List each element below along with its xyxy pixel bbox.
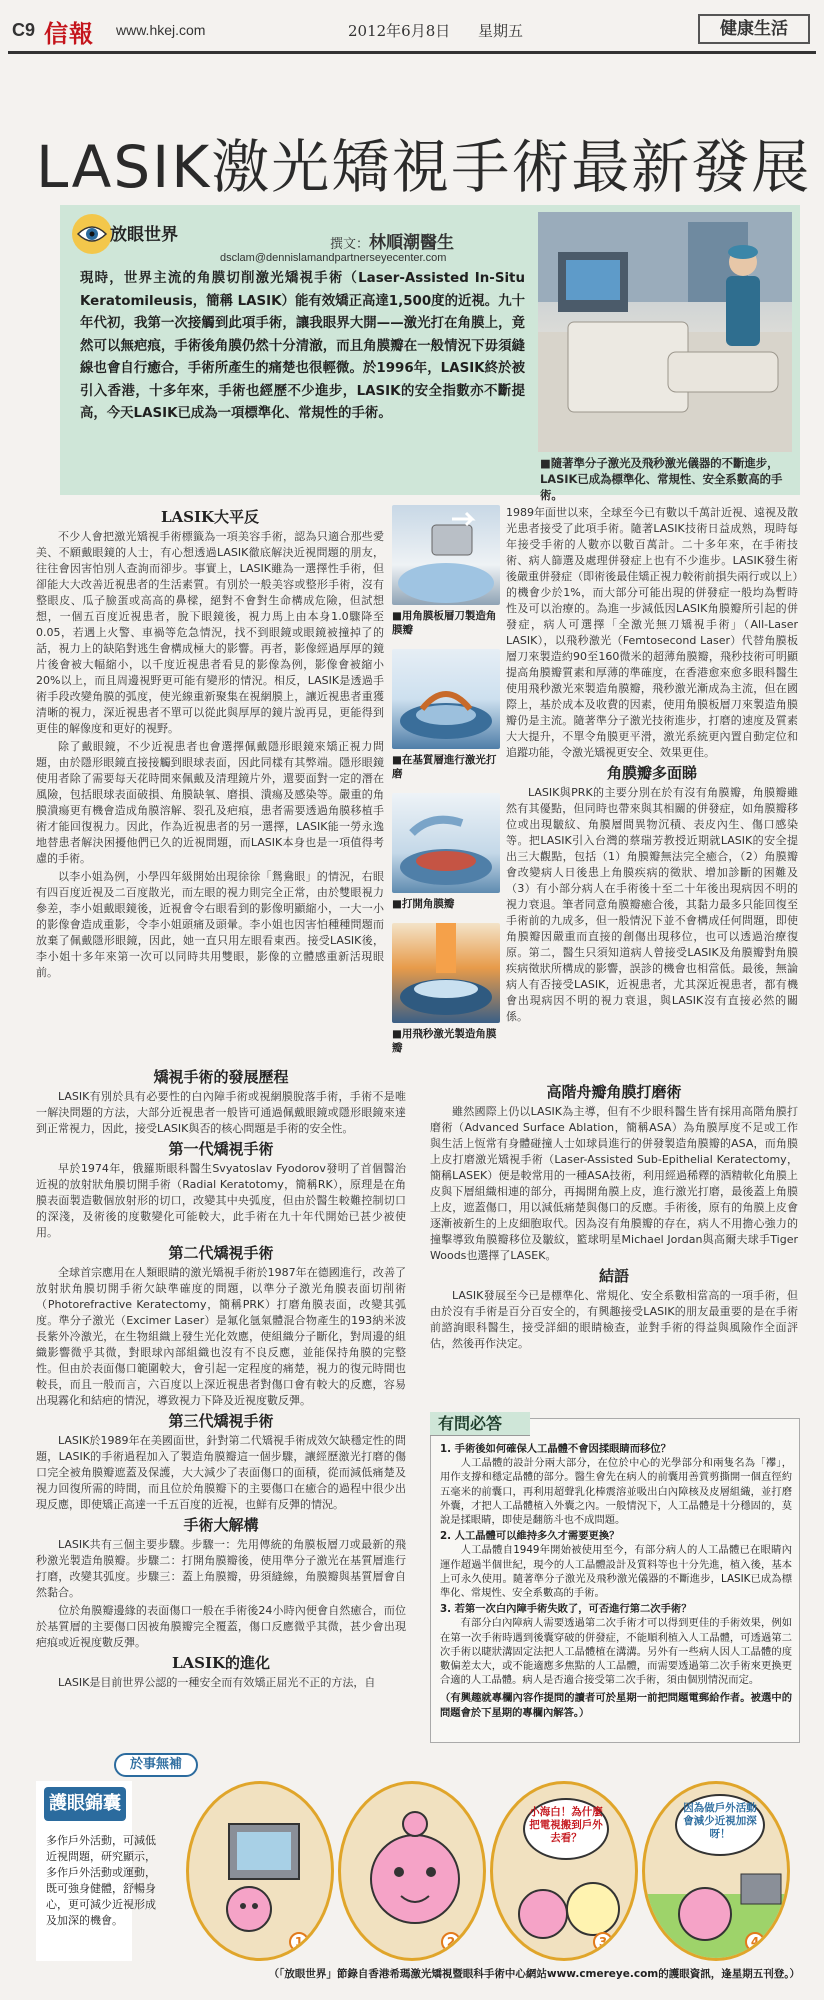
masthead [8,8,816,54]
website-link[interactable]: www.hkej.com [116,22,206,38]
page-number: C9 [12,20,36,40]
paragraph: 雖然國際上仍以LASIK為主導，但有不少眼科醫生皆有採用高階角膜打磨術（Advanced Surface Ablation，簡稱ASA）為角膜厚度不足或工作與生活上恆常有身體碰撞人士如球員進行的併發製造角膜瓣的ASA，而角膜上皮打磨激光矯視手術（Laser-Assisted Sub-Epithelial Keratectomy，簡稱LASEK）便是較常用的一種ASA技術，利用經過稀釋的酒精軟化角膜上皮與下層組織相連的部分，再揭開角膜上皮，進行激光打磨，最後蓋上角膜上皮，遮蓋傷口，用以減低痛楚與傷口的反應。手術後，原有的角膜上皮會逐漸被新生的上皮細胞取代。因為沒有角膜瓣的存在，病人不用擔心強力的撞擊導致角膜瓣移位及皺紋，籃球明星Michael Jordan與高爾夫球手Tiger Woods也選擇了LASEK。 [430,1105,798,1262]
byline-prefix: 撰文： [330,237,370,252]
paragraph: 全球首宗應用在人類眼睛的激光矯視手術於1987年在德國進行，改善了放射狀角膜切開手術欠缺準確度的問題，以準分子激光角膜表面切削術（Photorefractive Keratectomy，簡稱PRK）打磨角膜表面，改變其弧度。準分子激光（Excimer Laser）是氟化氬氣體混合物產生的193納米波長紫外冷激光，在生物組織上發生光化效應，使組織分子斷化，對周邊的組織影響微乎其微，對眼球內部組織也沒有不良反應，並能保持角膜的完整性。但由於表面傷口範圍較大，會引起一定程度的痛楚，視力的復元時間也較長，而且一般而言，六百度以上深近視患者對傷口會有較大的反應，容易出現霧化和結疤的情況，導致視力下降及近視度數反彈。 [36,1266,406,1407]
surgery-photo [538,212,792,452]
femtosecond-laser-icon [392,923,500,1023]
panel-number: 1 [289,1932,309,1952]
qa-question: 3. 若第一次白內障手術失敗了，可否進行第二次手術？ [440,1603,692,1616]
section-heading: 第二代矯視手術 [168,1244,274,1262]
laser-machine-image [538,212,792,452]
figure-caption: ■打開角膜瓣 [392,898,455,910]
section-heading: 手術大解構 [183,1516,259,1534]
qa-question: 2. 人工晶體可以維持多久才需要更換？ [440,1530,620,1543]
section-right-column [506,505,798,1027]
microkeratome-icon [392,505,500,605]
qa-note: （有興趣就專欄內容作提問的讀者可於星期一前把問題電郵給作者。被選中的問題會於下星期的專欄內解答。） [440,1692,792,1719]
figure-microkeratome [392,505,500,605]
comic-panel [490,1781,638,1961]
paragraph: LASIK是目前世界公認的一種安全而有效矯正屈光不正的方法，自 [58,1676,376,1689]
section-lasik-myths [36,505,384,983]
footer-note: （「放眼世界」節錄自香港希瑪激光矯視暨眼科手術中心網站www.cmereye.com的護眼資訊，逢星期五刊登。） [268,1968,800,1980]
paragraph: LASIK與PRK的主要分別在於有沒有角膜瓣，角膜瓣雖然有其優點，但同時也帶來與其相關的併發症，如角膜瓣移位或出現皺紋、角膜層間異物沉積、表皮內生、傷口感染等。把LASIK引入台灣的蔡瑞芳教授近期就LASIK的安全提出三大觀點，包括（1）角膜瓣無法完全癒合，（2）角膜瓣會改變病人日後患上角膜疾病的徵狀、增加診斷的困難及（3）有小部分病人在手術後十至二十年後出現病因不明的視力衰退。筆者同意角膜瓣癒合後，其黏力最多只能回復至手術前的九成多，但一般情況下並不會構成任何問題，即使角膜瓣因嚴重而直接的創傷出現移位，也可以透過治療復原。第二，醫生只須知道病人曾接受LASIK及角膜瓣對角膜疾病徵狀所構成的影響，誤診的機會也相當低。最後，無論病人有否接受LASIK，近視患者，尤其深近視患者，都有機會出現病因不明的視力衰退，與LASIK沒有直接必然的關係。 [506,786,798,1023]
figure-caption: ■在基質層進行激光打磨 [392,754,497,780]
paragraph: 以李小姐為例，小學四年級開始出現徐徐「鴛鴦眼」的情況，右眼有四百度近視及二百度散光，而左眼的視力則完全正常，由於雙眼視力參差，李小姐戴眼鏡後，近視會令右眼看到的影像明顯縮小，一大一小的影像會造成重影，令李小姐頭痛及頭暈。李小姐也因害怕種種問題而放棄了佩戴隱形眼鏡，因此，她一直只用左眼看東西。接受LASIK後，李小姐十多年來第一次可以同時共用雙眼，影像的立體感重新活現眼前。 [36,870,384,979]
speech-bubble: 因為做戶外活動會減少近視加深呀！ [675,1794,765,1856]
issue-weekday: 星期五 [478,22,524,40]
intro-paragraph: 現時，世界主流的角膜切削激光矯視手術（Laser-Assisted In-Situ Keratomileusis，簡稱 LASIK）能有效矯正高達1,500度的近視。九十年代初，我第一次接觸到此項手術，讓我眼界大開——激光打在角膜上，竟然可以無疤痕，手術後角膜仍然十分清澈，而且角膜瓣在一般情況下毋須縫線也會自行癒合，手術所產生的痛楚也很輕微。於1996年，LASIK終於被引入香港，十多年來，手術也經歷不少進步，LASIK的安全指數亦不斷提高，今天LASIK已成為一項標準化、常規性的手術。 [80,271,525,421]
tips-title: 護眼錦囊 [44,1787,126,1821]
panel-number: 4 [745,1932,765,1952]
figure-stroma-laser [392,649,500,749]
comic-panel [642,1781,790,1961]
qa-answer: 有部分白內障病人需要透過第二次手術才可以得到更佳的手術效果，例如在第一次手術時遇到後囊穿破的併發症，不能順利植入人工晶體，可透過第二次手術以睫狀溝固定法把人工晶體植在溝溝。另外有一些病人因人工晶體的度數偏差太大，或不能適應多焦點的人工晶體，而需要透過第二次手術來更換更合適的人工晶體。病人是否適合接受第二次手術，須由個別情況而定。 [440,1617,792,1687]
paragraph: 早於1974年，俄羅斯眼科醫生Svyatoslav Fyodorov發明了首個醫治近視的放射狀角膜切開手術（Radial Keratotomy，簡稱RK），原理是在角膜表面製造數個放射形的切口，改變其中央弧度，但由於醫生較難控制切口的深淺，及術後的度數變化可能較大，此手術在九十年代開始已甚少被使用。 [36,1162,406,1239]
section-heading: 角膜瓣多面睇 [606,764,697,782]
section-heading: 矯視手術的發展歷程 [153,1068,289,1086]
paragraph: LASIK有別於具有必要性的白內障手術或視網膜脫落手術，手術不是唯一解決問題的方法，大部分近視患者一般皆可通過佩戴眼鏡或隱形眼鏡來達到正常視力，因此，接受LASIK與否的核心問題是手術的安全性。 [36,1090,406,1135]
paragraph: 除了戴眼鏡，不少近視患者也會選擇佩戴隱形眼鏡來矯正視力問題，由於隱形眼鏡直接接觸到眼球表面，因此同樣有其弊端。隱形眼鏡使用者除了需要每天花時間來佩戴及清理鏡片外，還要面對一定的潛在風險，包括眼球表面破損、角膜缺氧、磨損、潰瘍及感染等。嚴重的角膜潰瘍更有機會造成角膜溶解、裂孔及疤痕，患者需要透過角膜移植手術才能回復視力。因此，作為近視患者的另一選擇，LASIK能一勞永逸地替患者解決困擾他們已久的近視問題，而LASIK本身也是一項值得考慮的手術。 [36,740,384,865]
corneal-flap-icon [392,793,500,893]
byline [330,228,454,253]
section-history [36,1065,406,1693]
character-face-image [341,1784,486,1961]
paragraph: LASIK於1989年在美國面世，針對第二代矯視手術成效欠缺穩定性的問題，LASIK的手術過程加入了製造角膜瓣這一個步驟，讓經歷激光打磨的傷口完全被角膜瓣遮蓋及保護，大大減少了表面傷口的面積，從而減低痛楚及視力回復所需的時間，而且位於角膜瓣下的主要傷口在癒合的過程中很少出現反應，即使矯正高達一千五百度的近視，也鮮有反彈的情況。 [36,1434,406,1511]
figure-open-flap [392,793,500,893]
qa-answer: 人工晶體的設計分兩大部分，在位於中心的光學部分和兩隻名為「襻」，用作支撐和穩定晶體的部分。醫生會先在病人的前囊用善賞剪撕開一個直徑約五毫米的前囊口，再利用超聲乳化棒震溶並吸出白內障核及皮層組織，並打磨外囊，才把人工晶體植入外囊之內。一般情況下，人工晶體是十分穩固的，莫說是揉眼睛，即使是翻筋斗也不成問題。 [440,1457,792,1527]
panel-number: 2 [441,1932,461,1952]
tv-character-image [189,1784,334,1961]
issue-date: 2012年6月8日 [348,22,451,40]
section-heading: LASIK大平反 [160,508,260,526]
comic-tag: 於事無補 [114,1753,198,1777]
paragraph: LASIK發展至今已是標準化、常規化、安全系數相當高的一項手術，但由於沒有手術是百分百安全的，有興趣接受LASIK的朋友最重要的是在手術前諮詢眼科醫生，接受詳細的眼睛檢查，並對手術的得益與風險作全面評估，然後再作決定。 [430,1289,798,1350]
qa-title: 有問必答 [430,1412,530,1436]
section-heading: 高階舟瓣角膜打磨術 [546,1083,682,1101]
section-heading: 結語 [598,1267,629,1285]
section-heading: 第三代矯視手術 [168,1412,274,1430]
section-heading: 第一代矯視手術 [168,1140,274,1158]
comic-panel [338,1781,486,1961]
eye-logo-icon [70,212,114,256]
tips-text: 多作戶外活動，可減低近視問題，研究顯示，多作戶外活動或運動，既可強身健體，舒暢身心，更可減少近視形成及加深的機會。 [46,1834,156,1927]
paper-logo: 信報 [44,19,94,48]
section-label: 健康生活 [698,14,810,44]
speech-bubble: 小海白！為什麼把電視搬到戶外去看？ [523,1798,609,1860]
column-title: 放眼世界 [110,225,178,245]
article-headline: LASIK激光矯視手術最新發展 [36,133,812,201]
figure-femtosecond [392,923,500,1023]
procedure-figures [392,505,500,1067]
qa-content [440,1440,792,1720]
comic-panel [186,1781,334,1961]
paragraph: 位於角膜瓣邊緣的表面傷口一般在手術後24小時內便會自然癒合，而位於基質層的主要傷口因被角膜瓣完全覆蓋，傷口反應微乎其微，甚少會出現疤痕或近視度數反彈。 [36,1604,406,1649]
figure-caption: ■用飛秒激光製造角膜瓣 [392,1028,497,1054]
laser-beam-icon [392,649,500,749]
panel-number: 3 [593,1932,613,1952]
comic-strip [36,1753,798,1963]
qa-question: 1. 手術後如何確保人工晶體不會因揉眼睛而移位？ [440,1443,671,1455]
paragraph: 1989年面世以來，全球至今已有數以千萬計近視、遠視及散光患者接受了此項手術。隨著LASIK技術日益成熟，現時每年接受手術的人數亦以數百萬計。二十多年來，在手術技術、病人篩選及處理併發症上也有不少進步。LASIK發生術後嚴重併發症（即術後最佳矯正視力較術前損失兩行或以上）的機會少於1%，而大部分可能出現的併發症一般均為暫時性及可以治療的。為進一步減低因LASIK角膜瓣所引起的併發症，病人可選擇「全激光無刀矯視手術」（All-Laser LASIK），以飛秒激光（Femtosecond Laser）代替角膜板層刀來製造約90至160微米的超薄角膜瓣，飛秒技術可明顯提高角膜瓣質素和厚薄的準確度，在香港愈來愈多眼科醫生使用飛秒激光來製造角膜瓣，飛秒激光漸成為主流，但在國際上，基於成本及收費的因素，使用角膜板層刀來製造角膜瓣仍是主流。隨著準分子激光技術進步，打磨的速度及質素大大提升，不單令角膜更平滑，激光系統更內置自動定位和追蹤功能，令激光矯視更安全、效果更佳。 [506,506,798,759]
photo-caption: ■隨著準分子激光及飛秒激光儀器的不斷進步，LASIK已成為標準化、常規性、安全系數高的手術。 [540,456,783,502]
qa-answer: 人工晶體自1949年開始被使用至今，有部分病人的人工晶體已在眼睛內運作超過半個世紀，現今的人工晶體設計及質料等也十分先進，植入後，基本上可永久使用。隨著準分子激光及飛秒激光儀器的不斷進步，LASIK已成為標準化、常規性、安全系數高的手術。 [440,1544,792,1600]
paragraph: 不少人會把激光矯視手術標籤為一項美容手術，認為只適合那些愛美、不願戴眼鏡的人士，有心想透過LASIK徹底解決近視問題的朋友，往往會因害怕別人查詢而卻步。事實上，LASIK雖為一選擇性手術，但卻能大大改善近視患者的生活素質。有別於一般美容或整形手術，沒有整眼皮、瓜子臉蛋或高高的鼻樑，絕對不會對生命構成危險，但試想想，一個五百度近視患者，脫下眼鏡後，視力馬上由本身1.0驟降至0.05，若遇上火警、車禍等危急情況，找不到眼鏡或眼鏡被撞掉了的話，視力上的缺陷對逃生會構成極大的影響。再者，影像經過厚厚的鏡片後會被大幅縮小，以千度近視患者看見的影像為例，影像會被縮小20%以上，而且周邊視野更可能有變形的情況。相反，LASIK是透過手術手段改變角膜的弧度，使光線重新聚集在視網膜上，讓近視患者重獲清晰的視力，深近視患者不單可以從此與厚厚的鏡片說再見，更能得到更佳的解像度和更好的視野。 [36,530,384,735]
figure-caption: ■用角膜板層刀製造角膜瓣 [392,610,497,636]
author-email[interactable]: dsclam@dennislamandpartnerseyecenter.com [220,252,447,264]
section-heading: LASIK的進化 [171,1654,271,1672]
paragraph: LASIK共有三個主要步驟。步驟一：先用傳統的角膜板層刀或最新的飛秒激光製造角膜瓣。步驟二：打開角膜瓣後，使用準分子激光在基質層進行打磨，改變其弧度。步驟三：蓋上角膜瓣，毋須縫線，角膜瓣與基質層會自然黏合。 [36,1538,406,1599]
section-asa [430,1080,798,1354]
column-brand [70,212,210,264]
author-name: 林順潮醫生 [369,233,455,253]
